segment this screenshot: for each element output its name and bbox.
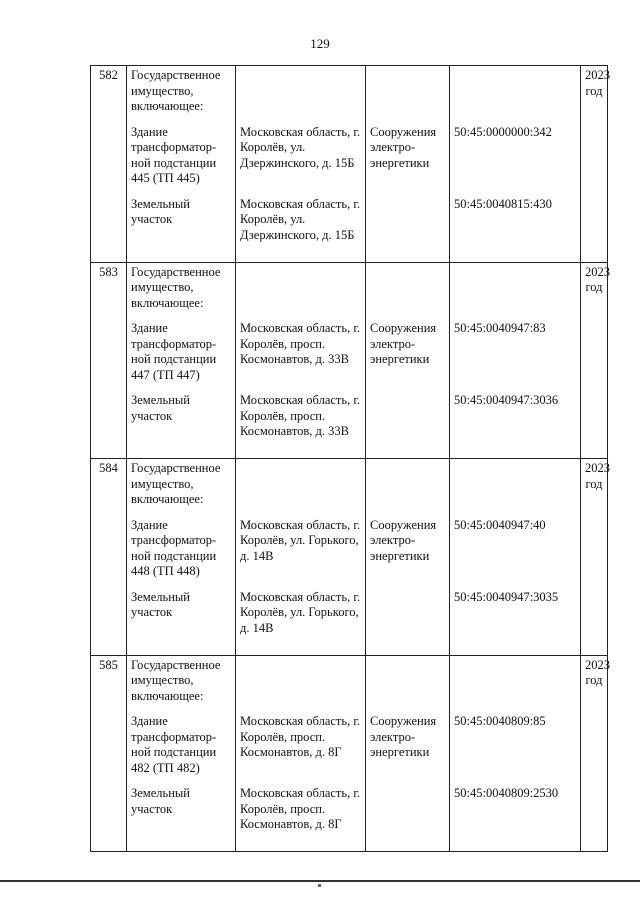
table-row — [91, 459, 608, 656]
cadastral-number: 50:45:0040809:85 — [454, 714, 546, 728]
entry-year: 2023 год — [585, 68, 610, 98]
year-cell — [581, 459, 608, 656]
object-address: Московская область, г. Королёв, просп. Космонавтов, д. 33В — [240, 321, 361, 366]
object-address: Московская область, г. Королёв, ул. Дзержинского, д. 15Б — [240, 196, 361, 242]
entry-number: 585 — [99, 657, 118, 672]
object-name-cell — [127, 459, 236, 656]
entry-year: 2023 год — [585, 461, 610, 491]
entry-header: Государственное имущество, включающее: — [131, 461, 221, 506]
cadastral-number: 50:45:0040947:3036 — [454, 393, 559, 407]
object-address: Московская область, г. Королёв, просп. Космонавтов, д. 33В — [240, 393, 361, 438]
object-address: Московская область, г. Королёв, ул. Горького, д. 14В — [240, 517, 361, 563]
object-type-cell — [366, 655, 450, 852]
cadastral-number-cell — [450, 459, 581, 656]
object-type: Сооружения электро-энергетики — [370, 714, 437, 759]
entry-number-cell — [91, 459, 127, 656]
object-name: Земельный участок — [131, 786, 190, 816]
address-cell — [236, 459, 366, 656]
object-type-cell — [366, 66, 450, 263]
property-table — [90, 65, 608, 852]
object-name: Здание трансформатор-ной подстанции 447 (ТП 447) — [131, 321, 217, 382]
object-type: Сооружения электро-энергетики — [370, 321, 437, 366]
cadastral-number-cell — [450, 262, 581, 459]
address-cell — [236, 66, 366, 263]
object-name: Здание трансформатор-ной подстанции 482 (ТП 482) — [131, 714, 217, 775]
year-cell — [581, 262, 608, 459]
entry-number-cell — [91, 66, 127, 263]
object-name-cell — [127, 655, 236, 852]
object-type: Сооружения электро-энергетики — [370, 517, 437, 563]
year-cell — [581, 655, 608, 852]
object-type: Сооружения электро-энергетики — [370, 124, 437, 170]
entry-number: 583 — [99, 264, 118, 279]
cadastral-number-cell — [450, 655, 581, 852]
object-name-cell — [127, 66, 236, 263]
cadastral-number: 50:45:0040815:430 — [454, 196, 552, 211]
object-name-cell — [127, 262, 236, 459]
cadastral-number: 50:45:0040809:2530 — [454, 786, 559, 800]
object-address: Московская область, г. Королёв, ул. Горького, д. 14В — [240, 589, 361, 635]
entry-number: 582 — [99, 68, 118, 82]
entry-number-cell — [91, 262, 127, 459]
entry-year: 2023 год — [585, 657, 610, 687]
page-number: 129 — [310, 36, 330, 51]
object-name: Земельный участок — [131, 196, 190, 226]
cadastral-number: 50:45:0040947:83 — [454, 321, 546, 335]
entry-year: 2023 год — [585, 264, 610, 294]
scan-mark — [318, 884, 321, 887]
object-name: Здание трансформатор-ной подстанции 445 (ТП 445) — [131, 124, 217, 185]
entry-header: Государственное имущество, включающее: — [131, 264, 221, 310]
object-name: Земельный участок — [131, 589, 190, 619]
object-type — [370, 393, 445, 455]
object-type — [370, 786, 445, 848]
cadastral-number: 50:45:0040947:40 — [454, 517, 546, 532]
object-type-cell — [366, 262, 450, 459]
year-cell — [581, 66, 608, 263]
object-address: Московская область, г. Королёв, просп. Космонавтов, д. 8Г — [240, 714, 361, 759]
address-cell — [236, 655, 366, 852]
page-bottom-edge — [0, 880, 640, 882]
entry-header: Государственное имущество, включающее: — [131, 68, 221, 113]
object-type — [370, 590, 445, 652]
object-name: Земельный участок — [131, 393, 190, 423]
address-cell — [236, 262, 366, 459]
object-address: Московская область, г. Королёв, ул. Дзержинского, д. 15Б — [240, 124, 361, 170]
object-name: Здание трансформатор-ной подстанции 448 (ТП 448) — [131, 517, 217, 578]
table-row — [91, 655, 608, 852]
entry-number: 584 — [99, 461, 118, 475]
entry-header: Государственное имущество, включающее: — [131, 657, 221, 703]
cadastral-number: 50:45:0040947:3035 — [454, 589, 559, 604]
object-type — [370, 197, 445, 259]
cadastral-number-cell — [450, 66, 581, 263]
object-address: Московская область, г. Королёв, просп. Космонавтов, д. 8Г — [240, 786, 361, 831]
table-row — [91, 262, 608, 459]
entry-number-cell — [91, 655, 127, 852]
cadastral-number: 50:45:0000000:342 — [454, 124, 552, 139]
object-type-cell — [366, 459, 450, 656]
table-row — [91, 66, 608, 263]
